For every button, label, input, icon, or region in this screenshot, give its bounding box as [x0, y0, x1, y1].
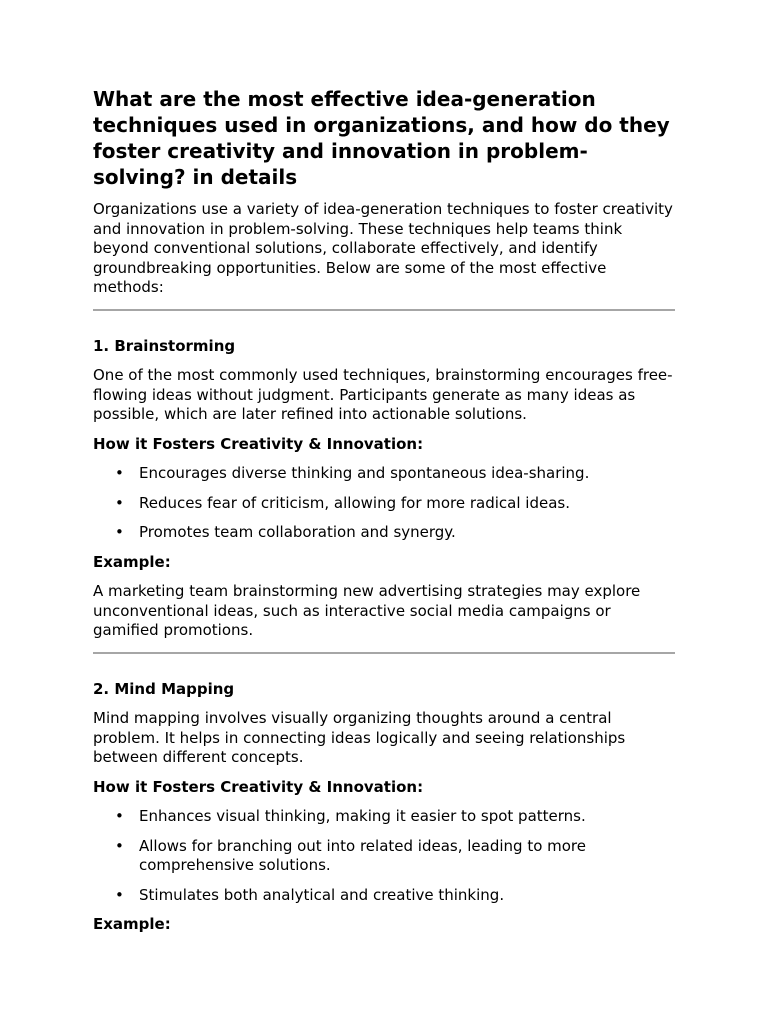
section-heading: 2. Mind Mapping	[93, 679, 235, 698]
intro-paragraph: Organizations use a variety of idea-generation techniques to foster creativity and innovation in problem-solving. These techniques help teams think beyond conventional solutions, collaborate effectively, and identify groundbreaking opportunities. Below are some of the most effective methods:	[93, 200, 673, 296]
bullet-item	[93, 837, 675, 876]
bullet-item	[93, 464, 675, 484]
fosters-heading: How it Fosters Creativity & Innovation:	[93, 777, 424, 796]
section-divider	[93, 309, 675, 311]
section-brainstorming	[93, 337, 675, 641]
bullet-icon: •	[115, 523, 124, 541]
bullet-item	[93, 807, 675, 827]
bullet-text: Encourages diverse thinking and spontaneous idea-sharing.	[139, 464, 590, 482]
fosters-heading: How it Fosters Creativity & Innovation:	[93, 434, 424, 453]
document-title: What are the most effective idea-generation techniques used in organizations, and how do they foster creativity and innovation in problem-solving? in details	[93, 87, 670, 189]
bullet-text: Enhances visual thinking, making it easier to spot patterns.	[139, 807, 586, 825]
bullet-list	[93, 807, 675, 905]
bullet-item	[93, 494, 675, 514]
example-label: Example:	[93, 915, 171, 933]
bullet-icon: •	[115, 493, 124, 512]
bullet-text: Reduces fear of criticism, allowing for more radical ideas.	[139, 493, 571, 512]
section-mind-mapping	[93, 680, 675, 935]
bullet-item	[93, 886, 675, 906]
bullet-text: Allows for branching out into related ideas, leading to more comprehensive solutions.	[139, 836, 586, 874]
example-text: A marketing team brainstorming new advertising strategies may explore unconventional ideas, such as interactive social media campaigns or gamified promotions.	[93, 582, 641, 639]
bullet-icon: •	[115, 836, 124, 855]
section-heading: 1. Brainstorming	[93, 336, 236, 355]
example-label: Example:	[93, 552, 171, 571]
section-description: Mind mapping involves visually organizing thoughts around a central problem. It helps in connecting ideas logically and seeing relationships between different concepts.	[93, 709, 626, 766]
bullet-text: Promotes team collaboration and synergy.	[139, 523, 456, 541]
bullet-list	[93, 464, 675, 543]
section-description: One of the most commonly used techniques, brainstorming encourages free-flowing ideas without judgment. Participants generate as many ideas as possible, which are later refined into actionable solutions.	[93, 366, 673, 423]
bullet-icon: •	[115, 807, 124, 825]
bullet-text: Stimulates both analytical and creative thinking.	[139, 885, 505, 904]
bullet-icon: •	[115, 464, 124, 482]
bullet-item	[93, 523, 675, 543]
bullet-icon: •	[115, 885, 124, 904]
section-divider	[93, 652, 675, 654]
